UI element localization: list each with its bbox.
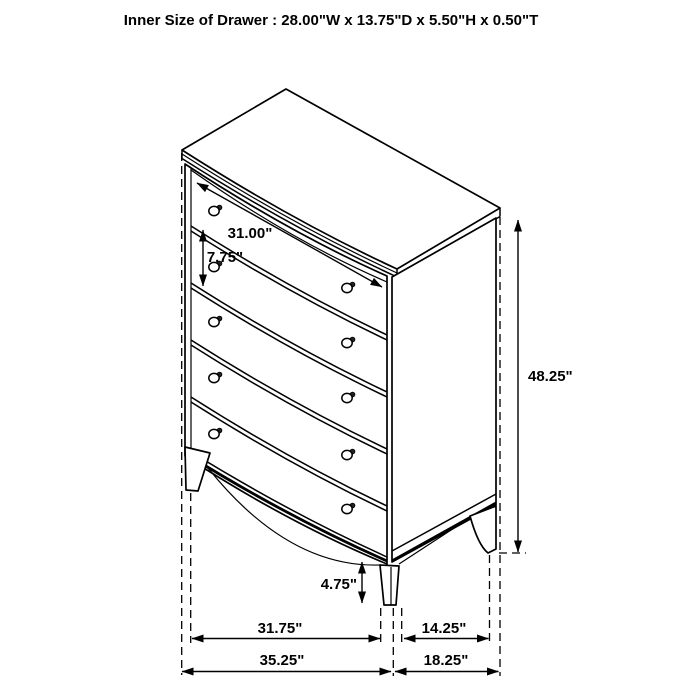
dim-front-leg-span-label: 31.75" (257, 620, 303, 637)
dim-drawer-face-width-label: 31.00" (227, 225, 273, 242)
dim-overall-height-label: 48.25" (528, 368, 573, 385)
front-right-leg (380, 565, 399, 605)
dim-overall-height (518, 220, 573, 552)
dim-side-leg-span (404, 620, 489, 639)
dim-leg-height-label: 4.75" (320, 576, 357, 593)
dim-front-leg-span (192, 620, 380, 639)
dim-overall-depth-label: 18.25" (423, 652, 469, 669)
dim-overall-depth (395, 652, 499, 672)
dim-side-leg-span-label: 14.25" (421, 620, 467, 637)
dim-leg-height (321, 562, 362, 603)
chest-drawing (182, 89, 500, 605)
dim-overall-width (182, 652, 391, 672)
page-title: Inner Size of Drawer : 28.00"W x 13.75"D x 5.50"H x 0.50"T (123, 12, 539, 29)
chest-side-panel (392, 218, 496, 562)
dim-drawer-face-height-label: 7.75" (206, 249, 244, 266)
dim-overall-width-label: 35.25" (259, 652, 305, 669)
